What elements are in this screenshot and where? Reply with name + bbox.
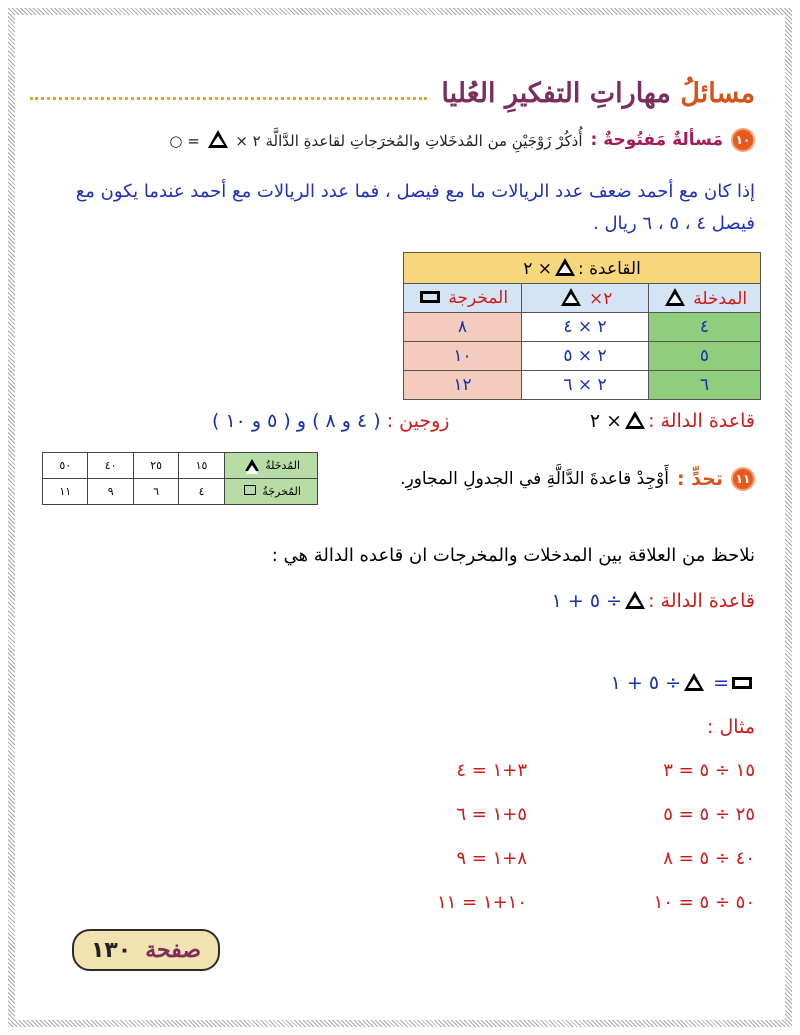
examples-division-column <box>615 760 755 936</box>
input-header: المُدخَلةُ <box>224 453 317 479</box>
triangle-icon <box>245 459 259 471</box>
table-row: المُخرجَةُ ٤ ٦ ٩ ١١ <box>43 479 318 505</box>
table-row: ٦ ٢ × ٦ ١٢ <box>404 371 761 400</box>
output-header: المُخرجَةُ <box>224 479 317 505</box>
page-number-badge: صفحة ١٣٠ <box>72 929 220 971</box>
section-heading <box>30 73 755 113</box>
square-icon <box>420 291 440 303</box>
function-rule-line: قاعدة الدالة :× ٢ <box>589 410 755 432</box>
challenge-number-badge: ١١ <box>731 467 755 491</box>
pairs-line: زوجين : ( ٤ و ٨ ) و ( ٥ و ١٠ ) <box>212 410 450 432</box>
triangle-icon <box>684 673 704 691</box>
table-row: ٤ ٢ × ٤ ٨ <box>404 313 761 342</box>
triangle-icon <box>665 288 685 306</box>
challenge-11 <box>400 467 755 491</box>
square-icon <box>244 485 256 495</box>
column-input-header: المدخلة <box>649 284 761 313</box>
question-number-badge: ١٠ <box>731 128 755 152</box>
table-rule-header: القاعدة :× ٢ <box>404 253 761 284</box>
triangle-icon <box>625 411 645 429</box>
list-item: ٨+١ = ٩ <box>456 848 527 869</box>
list-item: ٥+١ = ٦ <box>456 804 527 825</box>
list-item: ١٥ ÷ ٥ = ٣ <box>663 760 755 781</box>
triangle-icon <box>555 258 575 276</box>
challenge-text: أَوْجِدْ قاعدةَ الدَّالَّةِ في الجدولِ المجاورِ. <box>400 469 669 489</box>
section-title: مسائلُ مهاراتِ التفكيرِ العُليا <box>441 77 755 109</box>
answer-paragraph: إذا كان مع أحمد ضعف عدد الريالات ما مع فيصل ، فما عدد الريالات مع أحمد عندما يكون مع فيصل ٤ ، ٥ ، ٦ ريال . <box>75 181 755 234</box>
column-mid-header: ٢× <box>522 284 649 313</box>
triangle-icon <box>561 288 581 306</box>
function-rule-answer: قاعدة الدالة :÷ ٥ + ١ <box>551 590 755 612</box>
triangle-icon <box>625 591 645 609</box>
triangle-icon <box>208 130 228 148</box>
question-text: أُذكُرْ زَوْجَيْنِ من المُدخَلاتِ والمُخرَجاتِ لقاعدةِ الدَّالَّة ٢ × = ○ <box>169 132 583 150</box>
square-icon <box>732 677 752 689</box>
examples-addition-column <box>407 760 527 936</box>
question-10 <box>30 128 755 152</box>
function-table <box>403 252 761 400</box>
list-item: ٢٥ ÷ ٥ = ٥ <box>663 804 755 825</box>
list-item: ٣+١ = ٤ <box>456 760 527 781</box>
function-equation: = ÷ ٥ + ١ <box>611 672 755 694</box>
conclusion-text: نلاحظ من العلاقة بين المدخلات والمخرجات ان قاعده الدالة هي : <box>271 545 755 566</box>
list-item: ٤٠ ÷ ٥ = ٨ <box>663 848 755 869</box>
example-label: مثال : <box>707 716 755 738</box>
question-label: مَسألةٌ مَفتُوحةٌ : <box>590 130 723 150</box>
table-row: ٥ ٢ × ٥ ١٠ <box>404 342 761 371</box>
input-output-table <box>42 452 318 505</box>
list-item: ١٠+١ = ١١ <box>437 892 527 913</box>
table-row: المُدخَلةُ ١٥ ٢٥ ٤٠ ٥٠ <box>43 453 318 479</box>
column-output-header: المخرجة <box>404 284 522 313</box>
heading-dotted-line <box>30 97 427 100</box>
challenge-label: تحدٍّ : <box>676 468 723 490</box>
list-item: ٥٠ ÷ ٥ = ١٠ <box>653 892 755 913</box>
